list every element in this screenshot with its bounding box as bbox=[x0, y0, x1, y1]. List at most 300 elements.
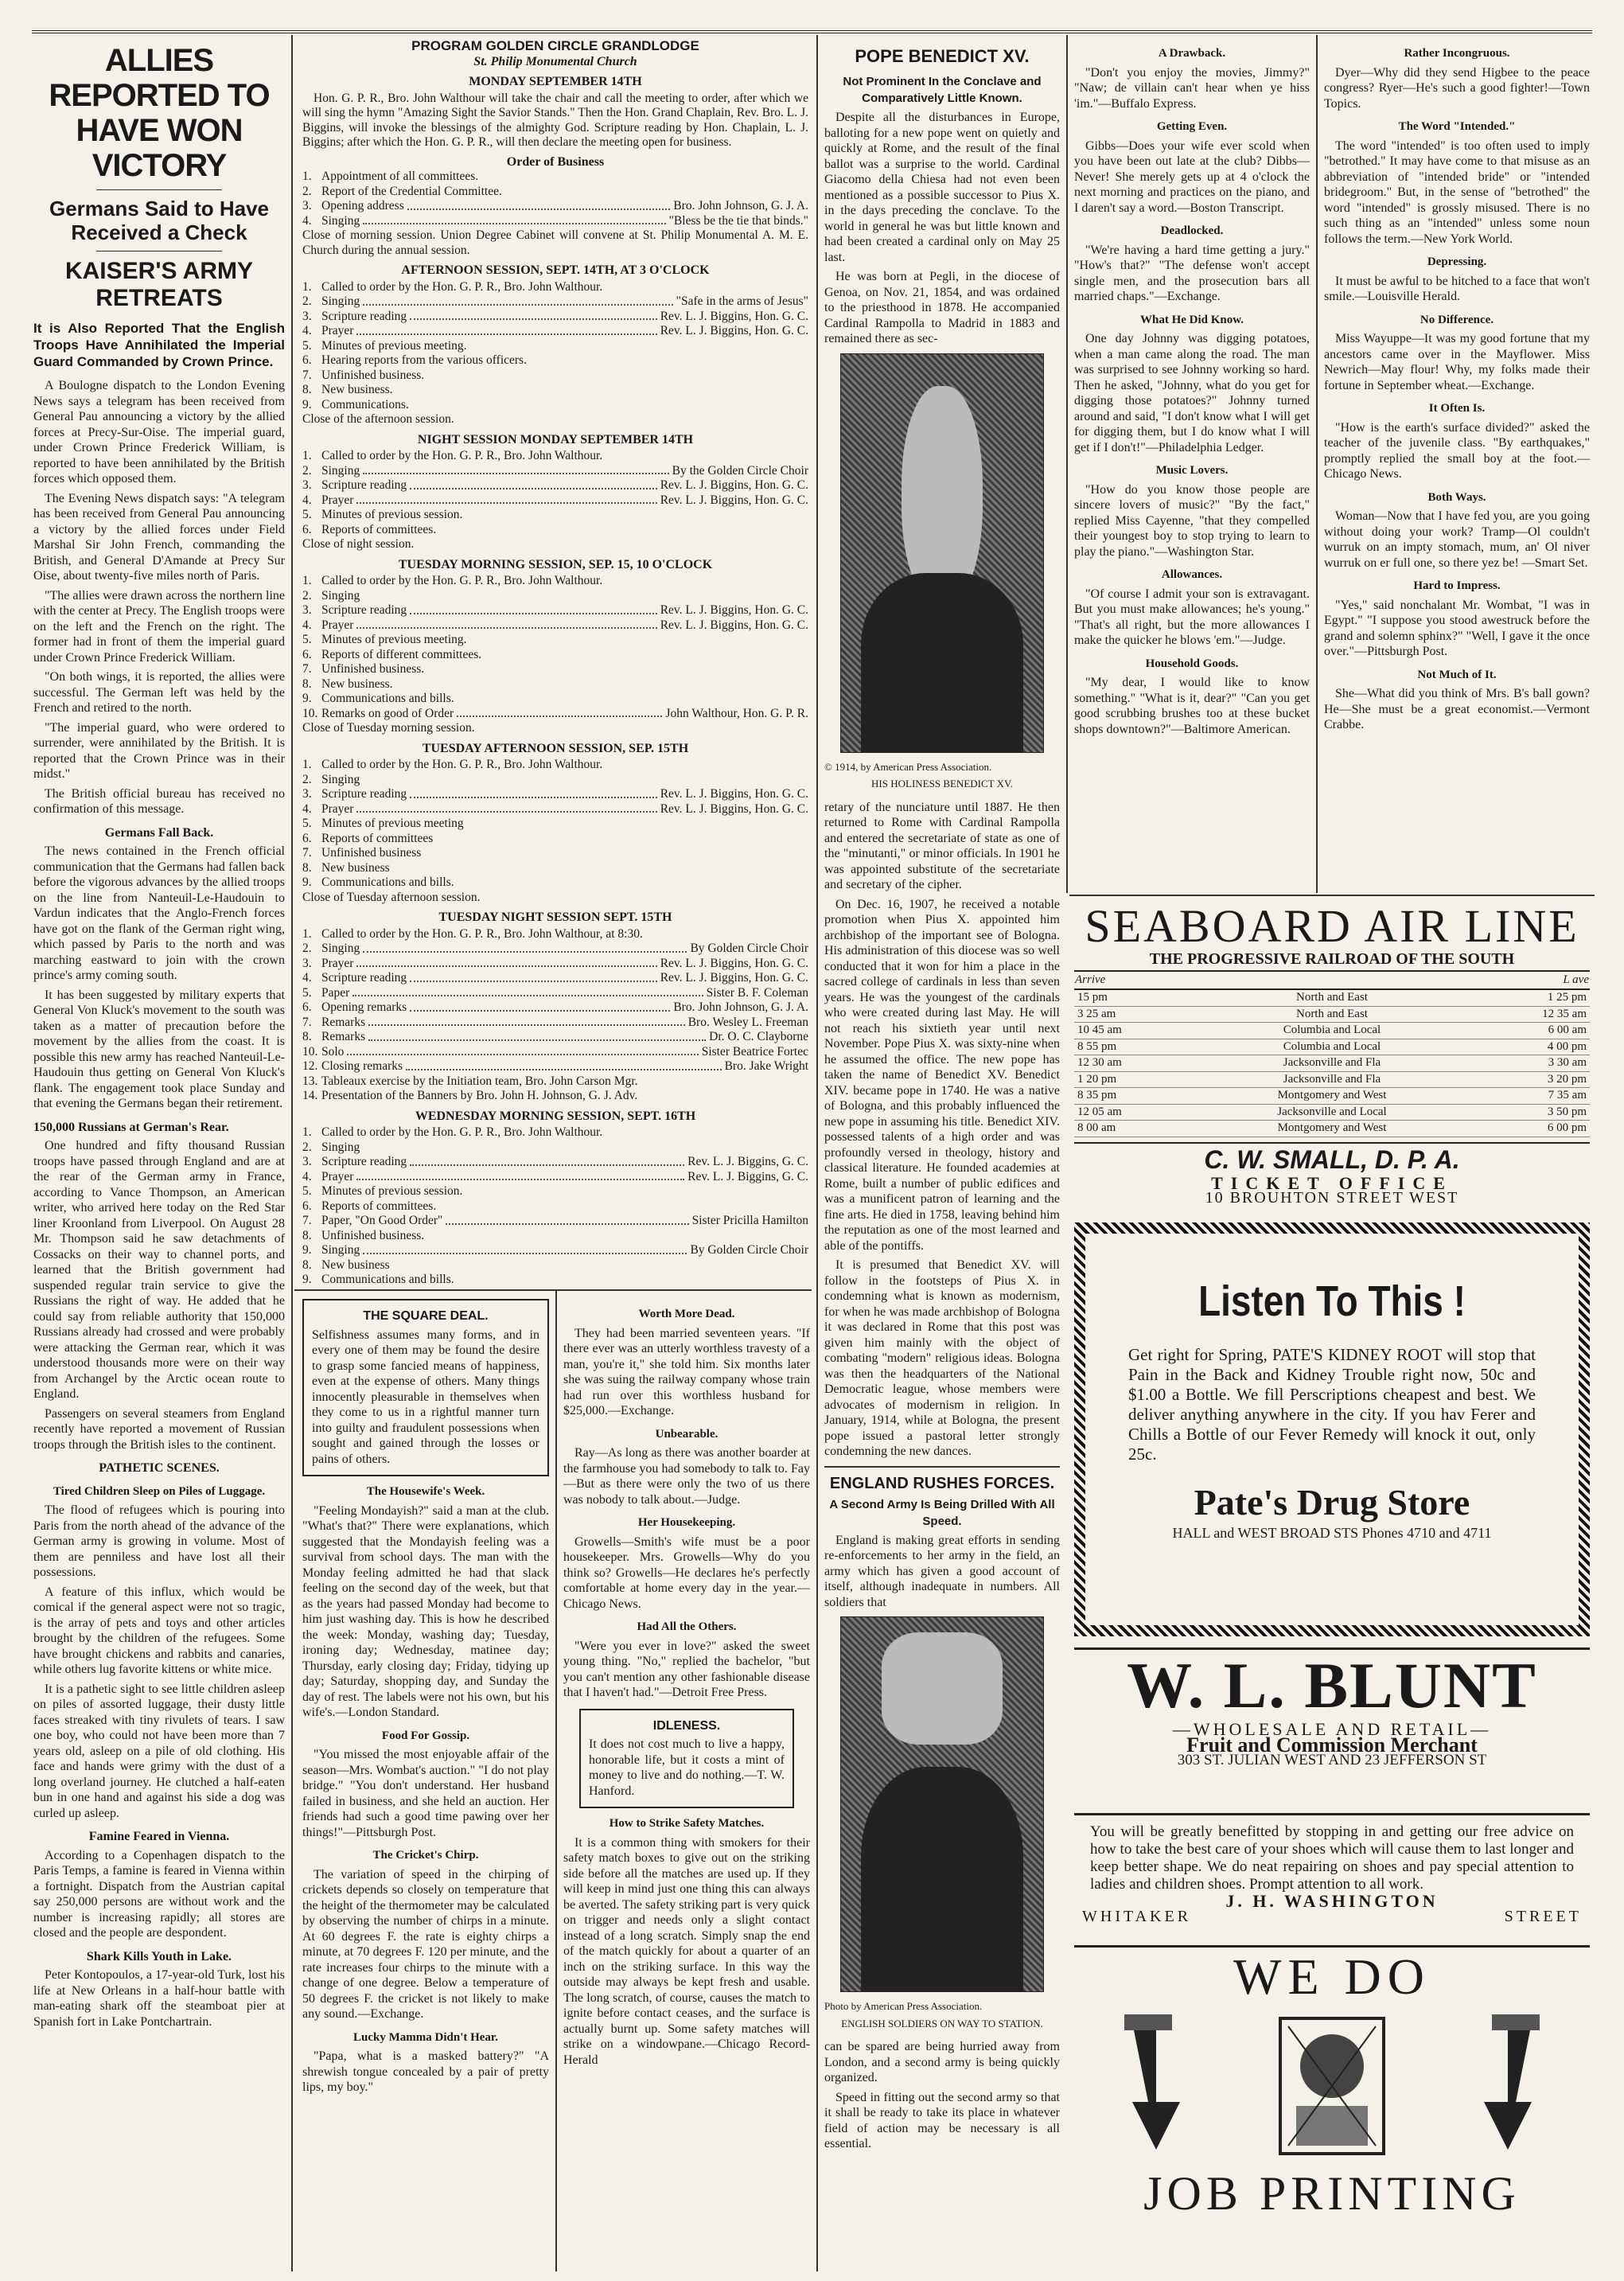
leave-time: 3 30 am bbox=[1470, 1055, 1590, 1072]
item-number: 8. bbox=[302, 1030, 312, 1043]
program-item bbox=[302, 875, 808, 891]
pope-face bbox=[902, 386, 983, 605]
leader-dots bbox=[410, 971, 657, 982]
subhead-germans: Germans Said to Have Received a Check bbox=[49, 197, 269, 244]
square-deal-text: Selfishness assumes many forms, and in every one of them may be found the desire to grasp some fancied means of happiness, even at the expense of others. Many things innocently pleasurable in themselves when they come to us in a rightful manner turn into guilty and fraudulent possessions when sought and gained through the losses or pains of others. bbox=[312, 1328, 539, 1466]
program-item bbox=[302, 802, 808, 817]
street-right: STREET bbox=[1504, 1907, 1582, 1925]
column-war-news bbox=[33, 38, 285, 2267]
square-deal-title: THE SQUARE DEAL. bbox=[363, 1309, 489, 1323]
program-close3: Close of night session. bbox=[302, 537, 415, 551]
item-person: Rev. L. J. Biggins, Hon. G. C. bbox=[660, 956, 808, 970]
item-person: "Safe in the arms of Jesus" bbox=[676, 294, 808, 308]
item-text: Singing bbox=[321, 1140, 360, 1154]
column-rule bbox=[1316, 35, 1318, 893]
england-p1: England is making great efforts in sending re-enforcements to her army in the field, an army which has given a good account of itself, although inadequate in numbers. All soldiers that bbox=[824, 1533, 1060, 1609]
pates-title: Listen To This ! bbox=[1198, 1277, 1466, 1325]
arrive-header: Arrive bbox=[1074, 972, 1194, 990]
destination: North and East bbox=[1194, 989, 1469, 1006]
seaboard-sub: THE PROGRESSIVE RAILROAD OF THE SOUTH bbox=[1074, 952, 1590, 972]
item-body: "Yes," said nonchalant Mr. Wombat, "I was in Egypt." "I suppose you stood awestruck before the grand and solemn sphinx?" "Well, I gave it the once over."—Pittsburgh Post. bbox=[1324, 598, 1590, 658]
shark-paragraphs bbox=[33, 1967, 285, 2030]
item-number bbox=[302, 1288, 321, 1289]
item-text: Report of the Credential Committee. bbox=[321, 184, 502, 198]
item-text: Called to order by the Hon. G. P. R., Bro. John Walthour, at 8:30. bbox=[321, 926, 643, 941]
item-person: Rev. L. J. Biggins, Hon. G. C. bbox=[660, 787, 808, 801]
item-heading: Food For Gossip. bbox=[381, 1729, 470, 1742]
program-session5: TUESDAY AFTERNOON SESSION, SEP. 15TH bbox=[422, 741, 689, 755]
program-item bbox=[302, 523, 808, 538]
item-person: Rev. L. J. Biggins, Hon. G. C. bbox=[660, 493, 808, 507]
program-intro: Hon. G. P. R., Bro. John Walthour will take the chair and call the meeting to order, after which we will sing the hymn "Amazing Sight the Savior Stands." Then the Hon. Grand Chaplain, Rev. Bro. L. J. Biggins, will invoke the blessings of the almighty God. Scripture reading by Hon. Chaplain, L. J. Biggins; after which the Hon. G. P. R., will then declare the meeting open for business. bbox=[302, 91, 808, 149]
pope-photo bbox=[840, 353, 1044, 753]
program-session3: NIGHT SESSION MONDAY SEPTEMBER 14TH bbox=[417, 432, 694, 446]
item-number: 3. bbox=[302, 478, 312, 492]
item-number: 13. bbox=[302, 1074, 318, 1088]
item-heading: Depressing. bbox=[1427, 255, 1487, 268]
item-heading: Deadlocked. bbox=[1160, 224, 1224, 237]
item-person: Rev. L. J. Biggins, Hon. G. C. bbox=[660, 971, 808, 985]
short-items-b bbox=[563, 1307, 810, 1701]
leader-dots bbox=[356, 1170, 684, 1181]
item-heading: Not Much of It. bbox=[1417, 668, 1497, 681]
item-number: 3. bbox=[302, 1155, 312, 1168]
pope-caption: HIS HOLINESS BENEDICT XV. bbox=[871, 778, 1013, 790]
paragraph: According to a Copenhagen dispatch to the Paris Temps, a famine is feared in Vienna within a fortnight. Dispatch from the Austrian capital say 250,000 persons are without work and the number is increasing rapidly; all stores are closed and the people are despondent. bbox=[33, 1848, 285, 1940]
item-number: 6. bbox=[302, 1199, 312, 1213]
matches-text: It is a common thing with smokers for their safety match boxes to give out on the striking side before all the matches are used up. If they will keep in mind just one thing this can always be averted. The safety striking part is very quick on trigger and needs only a slight contact instead of a long scratch. Simply snap the end of the match quickly for about a quarter of an inch on the striking surface. In this way the outside may always be kept fresh and usable. The long scratch, of course, causes the match to ignite before contact ceases, and the surface is actually burnt up. Some safety matches will strike on a windowpane.—Chicago Record-Herald bbox=[563, 1835, 810, 2067]
item-person: Rev. L. J. Biggins, Hon. G. C. bbox=[660, 618, 808, 632]
program-item bbox=[302, 817, 808, 832]
jokes-a bbox=[1074, 46, 1310, 737]
divider bbox=[96, 189, 222, 190]
paragraph: A Boulogne dispatch to the London Evening News says a telegram has been received from General Pau announcing a victory by the allied forces at Precy-Sur-Oise. The imperial guard, under Crown Prince Frederick William, is reported to have been annihilated by the British forces which opposed them. bbox=[33, 379, 285, 485]
item-text: Scripture reading bbox=[321, 478, 407, 492]
item-number: 6. bbox=[302, 353, 312, 367]
idleness-title: IDLENESS. bbox=[652, 1718, 721, 1733]
program-item bbox=[302, 773, 808, 788]
program-item bbox=[302, 1273, 808, 1288]
item-text: New business bbox=[321, 860, 390, 875]
england-caption: ENGLISH SOLDIERS ON WAY TO STATION. bbox=[841, 2017, 1043, 2030]
horses bbox=[861, 1767, 1022, 1991]
washington-name: J. H. WASHINGTON bbox=[1225, 1891, 1439, 1911]
item-heading: The Word "Intended." bbox=[1398, 120, 1516, 133]
item-person: Rev. L. J. Biggins, G. C. bbox=[687, 1169, 808, 1183]
program-item bbox=[302, 758, 808, 773]
soldiers-group bbox=[882, 1632, 1003, 1745]
leader-dots bbox=[406, 1059, 722, 1070]
leader-dots bbox=[356, 493, 656, 505]
leave-time: 3 50 pm bbox=[1470, 1104, 1590, 1121]
leader-dots bbox=[407, 199, 671, 210]
program-item bbox=[302, 1184, 808, 1199]
item-text bbox=[321, 1288, 396, 1289]
item-person: Rev. L. J. Biggins, G. C. bbox=[687, 1155, 808, 1168]
item-number: 4. bbox=[302, 971, 312, 985]
item-number: 4. bbox=[302, 618, 312, 632]
destination: North and East bbox=[1194, 1006, 1469, 1023]
seaboard-ad bbox=[1074, 901, 1590, 1211]
fall-back-paragraphs bbox=[33, 844, 285, 1112]
column-short-items-b bbox=[563, 1299, 810, 2270]
item-number: 8. bbox=[302, 1228, 312, 1242]
paragraph: "The allies were drawn across the northern line with the center at Precy. The English troops were on the left and the French on the right. The former had in front of them the imperial guard under Crown Prince Frederick William. bbox=[33, 588, 285, 665]
pope-title: POPE BENEDICT XV. bbox=[855, 46, 1030, 66]
program-day1: MONDAY SEPTEMBER 14TH bbox=[469, 75, 642, 88]
item-text: Opening address bbox=[321, 199, 404, 213]
item-heading: Music Lovers. bbox=[1155, 464, 1229, 477]
item-body: "How do you know those people are sincere lovers of music?" "By the fact," replied Miss Cayenne, "that they compelled their youngest boy to stop trying to learn to play the piano."—Washington Star. bbox=[1074, 482, 1310, 559]
item-number: 2. bbox=[302, 942, 312, 955]
leader-dots bbox=[356, 618, 656, 630]
leader-dots bbox=[363, 942, 687, 953]
item-number: 9. bbox=[302, 875, 312, 889]
schedule-row bbox=[1074, 989, 1590, 1006]
item-heading: Her Housekeeping. bbox=[637, 1516, 736, 1529]
item-person: Sister Beatrice Fortec bbox=[701, 1044, 808, 1059]
item-number: 9. bbox=[302, 692, 312, 705]
leader-dots bbox=[410, 310, 657, 321]
program-item bbox=[302, 787, 808, 802]
washington-ad bbox=[1074, 1813, 1590, 1949]
program-item bbox=[302, 1140, 808, 1156]
column-rule bbox=[291, 35, 293, 2271]
program-item bbox=[302, 324, 808, 339]
item-text: Called to order by the Hon. G. P. R., Bro. John Walthour. bbox=[321, 758, 603, 771]
leader-dots bbox=[363, 1243, 687, 1254]
paragraph: Passengers on several steamers from England recently have reported a movement of Russian troops through the British isles to the continent. bbox=[33, 1406, 285, 1452]
item-person: "Bless be the tie that binds." bbox=[668, 213, 808, 228]
program-session4: TUESDAY MORNING SESSION, SEP. 15, 10 O'CLOCK bbox=[398, 557, 713, 571]
item-text: Singing bbox=[321, 213, 360, 228]
program-item bbox=[302, 707, 808, 722]
blunt-address: 303 ST. JULIAN WEST AND 23 JEFFERSON ST bbox=[1177, 1752, 1487, 1768]
england-deck: A Second Army Is Being Drilled With All Speed. bbox=[829, 1497, 1055, 1528]
schedule-row bbox=[1074, 1006, 1590, 1023]
schedule-row bbox=[1074, 1104, 1590, 1121]
program-item bbox=[302, 942, 808, 957]
item-text: Called to order by the Hon. G. P. R., Bro. John Walthour. bbox=[321, 449, 603, 462]
item-body: She—What did you think of Mrs. B's ball gown? He—She must be a great economist.—Vermont Crabbe. bbox=[1324, 687, 1590, 731]
program-item bbox=[302, 971, 808, 986]
item-body: Ray—As long as there was another boarder at the farmhouse you had somebody to talk to. Fay—But as there were only the two of us there was nobody to talk about.—Judge. bbox=[563, 1446, 810, 1507]
jokes-b bbox=[1324, 46, 1590, 733]
leave-header: L ave bbox=[1470, 972, 1590, 990]
arrive-time: 1 20 pm bbox=[1074, 1071, 1194, 1088]
program-order: Order of Business bbox=[506, 154, 605, 169]
item-text: Remarks on good of Order bbox=[321, 706, 454, 720]
item-text: Prayer bbox=[321, 956, 354, 970]
item-number: 8. bbox=[302, 860, 312, 875]
item-number: 5. bbox=[302, 633, 312, 646]
program-item bbox=[302, 618, 808, 634]
leader-dots bbox=[410, 787, 657, 798]
item-body: One day Johnny was digging potatoes, when a man came along the road. The man was surprised to see Johnny working so hard. Then he asked, "Johnny, what do you get for digging those potatoes?" Johnny turned around and said, "I don't know what I will get for digging them, but I do know what I will get if I don't!"—Philadelphia Ledger. bbox=[1074, 332, 1310, 454]
schedule-row bbox=[1074, 1088, 1590, 1105]
arrive-time: 12 05 am bbox=[1074, 1104, 1194, 1121]
item-text: Tableaux exercise by the Initiation team, Bro. John Carson Mgr. bbox=[321, 1074, 638, 1088]
item-text: Scripture reading bbox=[321, 787, 407, 801]
item-body: The variation of speed in the chirping of crickets depends so closely on temperature that the height of the thermometer may be calculated by observing the number of chirps in a minute. At 60 degrees F. the rate is eighty chirps a minute, at 70 degrees F. 120 per minute, and the rate increases four chirps to the minute with a change of one degree. Below a temperature of 50 degrees F. the cricket is not likely to make any sound.—Exchange. bbox=[302, 1867, 549, 2021]
program-item bbox=[302, 1074, 808, 1090]
item-text: Prayer bbox=[321, 324, 354, 337]
program-item bbox=[302, 1288, 808, 1289]
arrive-time: 15 pm bbox=[1074, 989, 1194, 1006]
russians-paragraphs bbox=[33, 1138, 285, 1452]
program-item bbox=[302, 339, 808, 354]
program-item bbox=[302, 1030, 808, 1045]
pope-credit: © 1914, by American Press Association. bbox=[824, 760, 992, 773]
square-deal-box bbox=[302, 1299, 549, 1476]
subhead-famine: Famine Feared in Vienna. bbox=[88, 1830, 230, 1843]
program-item bbox=[302, 603, 808, 618]
item-heading: No Difference. bbox=[1420, 313, 1494, 326]
seaboard-address: 10 BROUHTON STREET WEST bbox=[1205, 1189, 1459, 1207]
item-number: 5. bbox=[302, 338, 312, 353]
arrive-time: 8 00 am bbox=[1074, 1121, 1194, 1137]
item-text: Minutes of previous meeting bbox=[321, 817, 464, 830]
item-person: Bro. Wesley L. Freeman bbox=[687, 1015, 808, 1029]
pope-deck: Not Prominent In the Conclave and Comparatively Little Known. bbox=[843, 75, 1042, 105]
item-heading: It Often Is. bbox=[1428, 402, 1486, 415]
leave-time: 6 00 pm bbox=[1470, 1121, 1590, 1137]
pope-p4: On Dec. 16, 1907, he received a notable promotion when Pius X. appointed him archbishop of the important see of Bologna. His administration of this diocese was so well conducted that it won for him a place in the sacred college of cardinals in less than seven years. He was the youngest of the cardinals who were created during last May. He will not reach his sixtieth year until next November. Pope Pius X. was sixty-nine when he assumed the office. The new pope has taken the name of Benedict XV. Benedict XIV. became pope in 1740. He was a native of Bologna, and this probably influenced the new pope in assuming his title. Benedict XIV. possessed talents of a high order and was profoundly versed in theology, history and classical literature. He founded academies at Rome, built a number of public edifices and was a munificent patron of learning and the fine arts. He died in 1758, leaving behind him the reputation as one of the most learned and able of the pontiffs. bbox=[824, 897, 1060, 1253]
top-border bbox=[32, 30, 1592, 33]
item-number: 4. bbox=[302, 493, 312, 507]
leader-dots bbox=[363, 464, 668, 475]
blunt-name: W. L. BLUNT bbox=[1127, 1649, 1537, 1721]
item-number: 7. bbox=[302, 662, 312, 676]
item-person: By Golden Circle Choir bbox=[690, 1243, 808, 1257]
item-number: 4. bbox=[302, 801, 312, 816]
item-heading: Rather Incongruous. bbox=[1404, 47, 1510, 60]
item-person: Dr. O. C. Clayborne bbox=[709, 1030, 808, 1043]
item-person: Rev. L. J. Biggins, Hon. G. C. bbox=[660, 324, 808, 337]
item-text: Unfinished business. bbox=[321, 662, 425, 676]
item-number: 10. bbox=[302, 1044, 318, 1059]
item-heading: Allowances. bbox=[1161, 568, 1223, 581]
item-number: 9. bbox=[302, 397, 312, 411]
job-illustrations bbox=[1074, 2006, 1590, 2166]
item-text: New business. bbox=[321, 383, 393, 396]
idleness-text: It does not cost much to live a happy, honorable life, but it costs a mint of money to live and do nothing.—T. W. Hanford. bbox=[589, 1737, 785, 1798]
item-text: Communications. bbox=[321, 397, 409, 411]
program-item bbox=[302, 692, 808, 707]
item-body: "Feeling Mondayish?" said a man at the club. "What's that?" There were explanations, which suggested that the Mondayish feeling was a survival from school days. The man with the Monday feeling admitted he had that slack feeling on the second day of the week, but that as the years had passed Monday had become to him just washing day. This is how he described the week: Monday, washing day; Tuesday, ironing day; Wednesday, matinee day; Thursday, early closing day; Friday, tidying up day; Saturday, shopping day, and Sunday the day of rest. The labels were not his own, but his wife's.—London Standard. bbox=[302, 1503, 549, 1719]
program-item bbox=[302, 1000, 808, 1016]
pointing-hand-icon bbox=[1460, 2014, 1556, 2158]
pope-p5: It is presumed that Benedict XV. will follow in the footsteps of Pius X. in condemning what is known as modernism, for when he was made archbishop of Bologna it was declared in Rome that this post was given him mainly with the object of combating "modern" religious ideas. Bologna was then the headquarters of the National Democratic league, whose members were advocates of modernism in religion. In January, 1914, while at Bologna, the present pope issued a pastoral letter strongly condemning the new dances. bbox=[824, 1258, 1060, 1458]
job-top: WE DO bbox=[1233, 1948, 1431, 2005]
item-text: Presentation of the Banners by Bro. John H. Johnson, G. J. Adv. bbox=[321, 1089, 638, 1102]
program-item bbox=[302, 185, 808, 200]
program-item bbox=[302, 478, 808, 493]
item-person: Sister B. F. Coleman bbox=[706, 985, 808, 1000]
item-number: 5. bbox=[302, 508, 312, 521]
item-heading: Lucky Mamma Didn't Hear. bbox=[353, 2030, 498, 2044]
item-text: Reports of committees. bbox=[321, 522, 437, 536]
item-text: Paper, "On Good Order" bbox=[321, 1214, 443, 1227]
leader-dots bbox=[410, 1155, 684, 1166]
divider bbox=[824, 1466, 1060, 1468]
program-item bbox=[302, 677, 808, 692]
item-text: Closing remarks bbox=[321, 1059, 403, 1073]
item-text: Reports of different committees. bbox=[321, 647, 482, 661]
item-body: Woman—Now that I have fed you, are you going without doing your work? Tramp—Ol couldn't wurruk on an impty stomach, mum, an' Ol niver wurruk on er full one, so there yez be! —Smart Set. bbox=[1324, 509, 1590, 570]
program-item bbox=[302, 1125, 808, 1140]
column-rule bbox=[1066, 35, 1068, 893]
item-text: Singing bbox=[321, 772, 360, 786]
item-text: New business bbox=[321, 1257, 390, 1272]
leader-dots bbox=[347, 1045, 698, 1056]
item-number: 7. bbox=[302, 1015, 312, 1029]
paragraph: It has been suggested by military experts that General Von Kluck's movement to the south was taken as a matter of precaution before the movement by the allies from the coast. It is possible this new army has reached Nanteuil-Le-Haudouin thus getting on General Von Kluck's flank. The engagement took place Sunday and that evening the Germans began their retirement. bbox=[33, 988, 285, 1110]
program-item bbox=[302, 986, 808, 1001]
seaboard-agent: C. W. SMALL, D. P. A. bbox=[1074, 1142, 1590, 1176]
short-items-a bbox=[302, 1484, 549, 2096]
program-item bbox=[302, 1155, 808, 1170]
item-number: 1. bbox=[302, 574, 312, 587]
item-number: 3. bbox=[302, 309, 312, 323]
item-text: Unfinished business. bbox=[321, 368, 425, 382]
item-text: Scripture reading bbox=[321, 1155, 407, 1168]
program-item bbox=[302, 398, 808, 413]
list-morning bbox=[302, 170, 808, 228]
item-text: Reports of committees bbox=[321, 831, 434, 845]
item-body: "We're having a hard time getting a jury." "How's that?" "The defense won't accept single men, and the prosecution bars all married chaps."—Exchange. bbox=[1074, 243, 1310, 303]
item-text: Singing bbox=[321, 942, 360, 955]
leader-dots bbox=[352, 986, 703, 997]
item-text: Scripture reading bbox=[321, 309, 407, 323]
subhead-tired-children: Tired Children Sleep on Piles of Luggage. bbox=[53, 1484, 266, 1498]
program-session7: WEDNESDAY MORNING SESSION, SEPT. 16TH bbox=[415, 1109, 696, 1123]
arrive-time: 8 55 pm bbox=[1074, 1039, 1194, 1055]
blunt-line1: —WHOLESALE AND RETAIL— bbox=[1172, 1719, 1492, 1739]
item-body: "How is the earth's surface divided?" asked the teacher of the juvenile class. "By earthquakes," promptly replied the small boy at the foot.—Chicago News. bbox=[1324, 420, 1590, 481]
item-text: Solo bbox=[321, 1044, 345, 1059]
pope-p3: retary of the nunciature until 1887. He then returned to Rome with Cardinal Rampolla and entered the secretariate of state as one of the "minutanti," or minor officials. In 1901 he was appointed substitute of the secretariate and secretary of the cipher. bbox=[824, 800, 1060, 891]
item-number: 1. bbox=[302, 449, 312, 462]
leader-dots bbox=[363, 294, 672, 306]
leave-time: 6 00 am bbox=[1470, 1023, 1590, 1039]
item-person: John Walthour, Hon. G. P. R. bbox=[665, 706, 808, 720]
washington-text: You will be greatly benefitted by stopping in and getting our free advice on how to take the best care of your shoes which will cause them to last longer and keep better shape. We do neat repairing on shoes and pay special attention to ladies and children shoes. Prompt attention to all work. bbox=[1090, 1823, 1574, 1893]
arrive-time: 12 30 am bbox=[1074, 1055, 1194, 1072]
item-number: 7. bbox=[302, 368, 312, 382]
leader-dots bbox=[446, 1214, 688, 1225]
program-item bbox=[302, 662, 808, 677]
item-number: 2. bbox=[302, 772, 312, 786]
leader-dots bbox=[356, 957, 656, 968]
item-number: 9. bbox=[302, 1243, 312, 1257]
program-item bbox=[302, 294, 808, 310]
street-left: WHITAKER bbox=[1082, 1907, 1192, 1925]
item-person: Rev. L. J. Biggins, Hon. G. C. bbox=[660, 603, 808, 617]
item-text: Paper bbox=[321, 985, 350, 1000]
column-jokes-a bbox=[1074, 38, 1310, 890]
column-rule bbox=[816, 35, 818, 2271]
item-number: 8. bbox=[302, 677, 312, 691]
item-heading: Getting Even. bbox=[1156, 120, 1228, 133]
item-body: Gibbs—Does your wife ever scold when you have been out late at the club? Dibbs—Never! She merely gets up at 4 o'clock the next morning and practices on the piano, and I daren't say a word.—Boston Transcript. bbox=[1074, 138, 1310, 215]
item-text: Scripture reading bbox=[321, 971, 407, 985]
item-text: Appointment of all committees. bbox=[321, 170, 479, 183]
item-text: Reports of committees. bbox=[321, 1199, 437, 1213]
item-body: Miss Wayuppe—It was my good fortune that my ancestors came over in the Mayflower. Miss Newrich—May flour! Why, my folks made their fortune in September wheat.—Exchange. bbox=[1324, 332, 1590, 392]
item-number: 7. bbox=[302, 1214, 312, 1227]
program-bottom-rule bbox=[294, 1289, 812, 1291]
program-item bbox=[302, 1045, 808, 1060]
schedule-rows bbox=[1074, 989, 1590, 1137]
program-item bbox=[302, 449, 808, 464]
item-person: Bro. Jake Wright bbox=[724, 1059, 808, 1073]
seaboard-office: TICKET OFFICE bbox=[1211, 1172, 1453, 1193]
item-number: 5. bbox=[302, 817, 312, 830]
list-afternoon bbox=[302, 280, 808, 413]
item-text: Minutes of previous session. bbox=[321, 508, 463, 521]
item-number: 6. bbox=[302, 522, 312, 536]
program-item bbox=[302, 648, 808, 663]
item-body: "You missed the most enjoyable affair of the season—Mrs. Wombat's auction." "I do not play bridge." "You don't understand. Her husband failed in business, and she held an auction. Her friends had such a good time pawing over her things!"—Pittsburgh Post. bbox=[302, 1748, 549, 1839]
item-number: 8. bbox=[302, 383, 312, 396]
column-short-items-a bbox=[302, 1299, 549, 2270]
item-text: Remarks bbox=[321, 1030, 366, 1043]
arrive-time: 3 25 am bbox=[1074, 1006, 1194, 1023]
item-heading: Hard to Impress. bbox=[1413, 579, 1501, 592]
leave-time: 4 00 pm bbox=[1470, 1039, 1590, 1055]
subhead-shark: Shark Kills Youth in Lake. bbox=[86, 1949, 232, 1963]
paragraph: "The imperial guard, who were ordered to surrender, were annihilated by the British. It is reported that the Crown Prince was in their midst." bbox=[33, 720, 285, 781]
program-item bbox=[302, 1089, 808, 1104]
item-text: Opening remarks bbox=[321, 1000, 407, 1014]
item-number: 3. bbox=[302, 199, 312, 213]
war-paragraphs bbox=[33, 378, 285, 817]
program-item bbox=[302, 1170, 808, 1185]
item-text: Called to order by the Hon. G. P. R., Bro. John Walthour. bbox=[321, 574, 603, 587]
paragraph: It is a pathetic sight to see little children asleep on piles of assorted luggage, their dusty little faces streaked with tiny rivulets of tears. I saw one boy, who could not have been more than 7 years old, asleep on a pile of old clothing. His face and hands were grimy with the dust of a long overland journey. He clutched a half-eaten bun in one hand and against his side a dog was curled up asleep. bbox=[33, 1682, 285, 1820]
item-text: Remarks bbox=[321, 1015, 366, 1029]
leader-dots bbox=[368, 1030, 706, 1041]
program-item bbox=[302, 214, 808, 229]
paragraph: Peter Kontopoulos, a 17-year-old Turk, lost his life at New Orleans in a half-hour battle with man-eating shark off the steamboat pier at Spanish fort in Lake Pontchartrain. bbox=[33, 1968, 285, 2029]
item-text: Singing bbox=[321, 463, 360, 478]
item-number: 4. bbox=[302, 1169, 312, 1183]
dest-header bbox=[1194, 972, 1469, 990]
item-text: Minutes of previous meeting. bbox=[321, 338, 467, 353]
program-item bbox=[302, 927, 808, 942]
seaboard-title: SEABOARD AIR LINE bbox=[1085, 901, 1579, 952]
england-title: ENGLAND RUSHES FORCES. bbox=[829, 1474, 1055, 1492]
program-item bbox=[302, 199, 808, 214]
item-number: 9. bbox=[302, 1273, 312, 1286]
program-church: St. Philip Monumental Church bbox=[473, 54, 637, 68]
item-heading: Unbearable. bbox=[655, 1427, 719, 1441]
pope-p1: Despite all the disturbances in Europe, balloting for a new pope went on quietly and quickly at Rome, and the result of the final ballot was a surprise to the world. Cardinal Giacomo della Chiesa had not even been mentioned as a possible successor to Pius X. in the days preceding the conclave. To the world in general he was but little known and had been created a cardinal only on May 25 last. bbox=[824, 111, 1060, 264]
leave-time: 12 35 am bbox=[1470, 1006, 1590, 1023]
program-item bbox=[302, 846, 808, 861]
list-tue-afternoon bbox=[302, 758, 808, 891]
item-heading: Household Goods. bbox=[1145, 657, 1239, 670]
column-pope bbox=[824, 38, 1060, 2267]
subhead-fall-back: Germans Fall Back. bbox=[104, 825, 214, 840]
list-wed-morning bbox=[302, 1125, 808, 1288]
program-item bbox=[302, 574, 808, 589]
pates-ad bbox=[1074, 1222, 1590, 1636]
program-item bbox=[302, 957, 808, 972]
item-number: 10. bbox=[302, 706, 318, 720]
destination: Columbia and Local bbox=[1194, 1023, 1469, 1039]
